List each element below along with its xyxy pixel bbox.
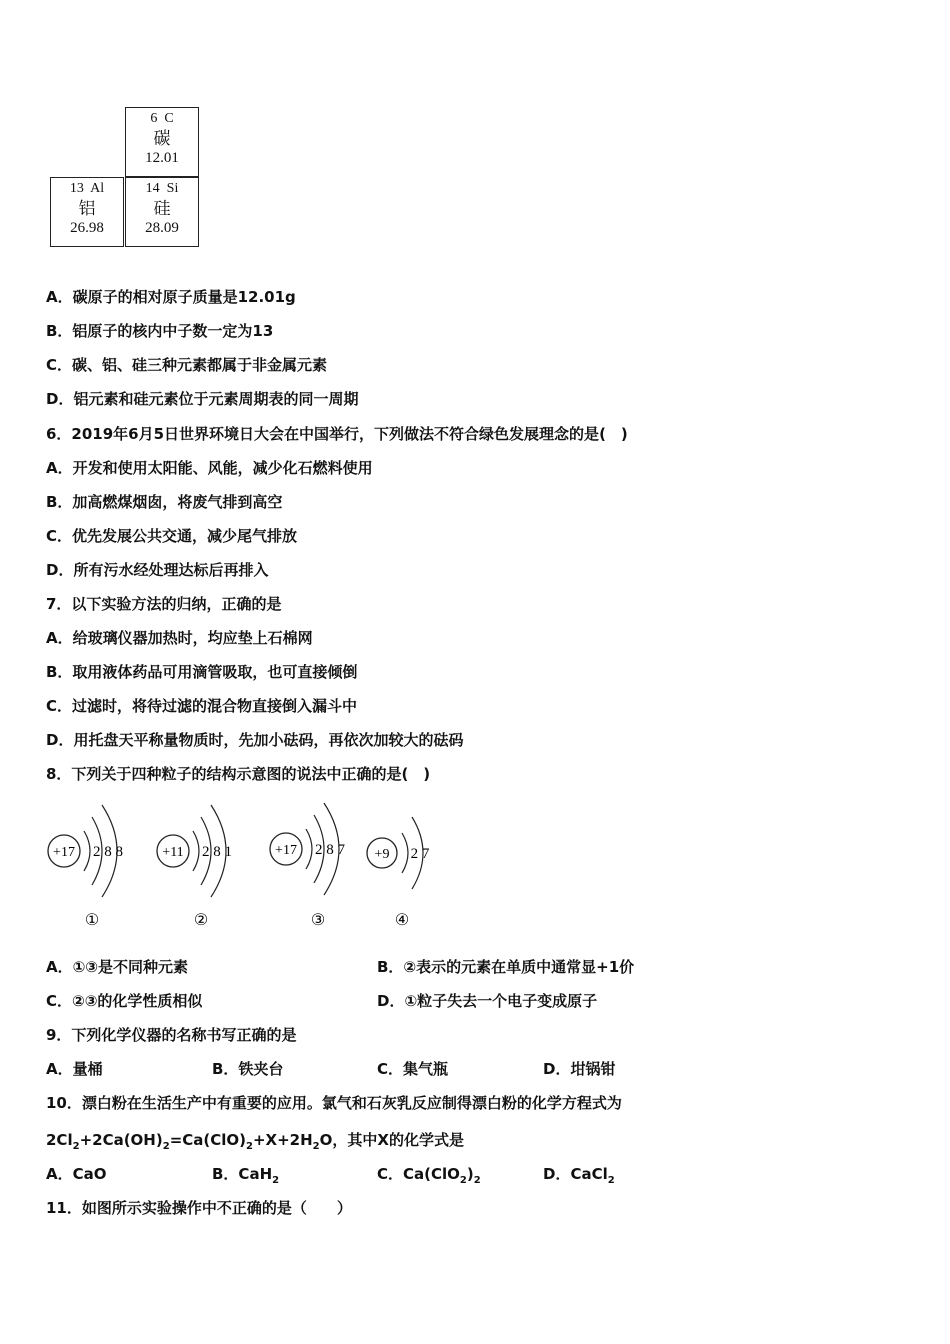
atom-diagram-2 (157, 805, 232, 929)
atom-2-nucleus: +11 (162, 845, 184, 860)
atom-structure-diagrams (40, 795, 460, 935)
aluminum-name: 铝 (78, 198, 96, 218)
q10-option-b: B．CaH$_2$ (212, 1165, 280, 1186)
q6-stem: 6．2019年6月5日世界环境日大会在中国举行，下列做法不符合绿色发展理念的是( ) (46, 425, 628, 443)
atom-3-shells: 2 8 7 (315, 842, 345, 858)
q10-option-c: C．$Ca(ClO_2)_2$ (377, 1165, 481, 1186)
q11-stem: 11．如图所示实验操作中不正确的是（ ） (46, 1199, 352, 1217)
silicon-mass: 28.09 (145, 219, 179, 236)
atom-3-nucleus: +17 (275, 843, 297, 858)
periodic-table-fragment (50, 107, 202, 251)
q6-option-c: C．优先发展公共交通，减少尾气排放 (46, 527, 298, 545)
atom-4-label: ④ (394, 912, 410, 929)
q9-stem: 9．下列化学仪器的名称书写正确的是 (46, 1026, 297, 1044)
element-cell-silicon (125, 177, 199, 247)
atom-1-shells: 2 8 8 (93, 844, 123, 860)
q10-option-d: D．CaCl$_2$ (543, 1165, 615, 1186)
q8-stem: 8．下列关于四种粒子的结构示意图的说法中正确的是( ) (46, 765, 431, 783)
q8-option-d: D．①粒子失去一个电子变成原子 (377, 992, 598, 1010)
atom-1-nucleus: +17 (53, 845, 75, 860)
atom-4-shells: 2 7 (410, 846, 430, 862)
q9-option-d: D．坩锅钳 (543, 1060, 616, 1078)
carbon-name: 碳 (153, 128, 171, 148)
q5-option-a: A．碳原子的相对原子质量是12.01g (46, 288, 296, 306)
atom-2-label: ② (193, 912, 209, 929)
q7-option-a: A．给玻璃仪器加热时，均应垫上石棉网 (46, 629, 313, 647)
q10-equation-tail: ，其中X的化学式是 (332, 1131, 464, 1149)
carbon-mass: 12.01 (145, 149, 179, 166)
atom-diagram-4 (367, 817, 430, 929)
atom-2-shells: 2 8 1 (202, 844, 232, 860)
silicon-name: 硅 (153, 198, 171, 218)
aluminum-number-symbol: 13 Al (69, 181, 105, 196)
q7-option-b: B．取用液体药品可用滴管吸取，也可直接倾倒 (46, 663, 358, 681)
atom-diagrams-svg (40, 795, 460, 935)
q5-option-c: C．碳、铝、硅三种元素都属于非金属元素 (46, 356, 328, 374)
q9-option-a: A．量桶 (46, 1060, 103, 1078)
q10-equation: $2Cl_2+2Ca(OH)_2=Ca(ClO)_2+X+2H_2O$，其中X的化学式是 (46, 1131, 464, 1152)
carbon-number-symbol: 6 C (150, 111, 174, 126)
q10-option-a: A．CaO (46, 1165, 107, 1183)
silicon-number-symbol: 14 Si (145, 181, 179, 196)
q9-option-b: B．铁夹台 (212, 1060, 284, 1078)
q6-option-a: A．开发和使用太阳能、风能，减少化石燃料使用 (46, 459, 373, 477)
q5-option-d: D．铝元素和硅元素位于元素周期表的同一周期 (46, 390, 359, 408)
q9-option-c: C．集气瓶 (377, 1060, 449, 1078)
q5-option-b: B．铝原子的核内中子数一定为13 (46, 322, 274, 340)
q7-stem: 7．以下实验方法的归纳，正确的是 (46, 595, 282, 613)
q8-option-c: C．②③的化学性质相似 (46, 992, 203, 1010)
q8-option-b: B．②表示的元素在单质中通常显+1价 (377, 958, 635, 976)
atom-diagram-3 (270, 803, 346, 929)
atom-3-label: ③ (310, 912, 326, 929)
atom-1-label: ① (84, 912, 100, 929)
q7-option-d: D．用托盘天平称量物质时，先加小砝码，再依次加较大的砝码 (46, 731, 464, 749)
q6-option-d: D．所有污水经处理达标后再排入 (46, 561, 269, 579)
aluminum-mass: 26.98 (70, 219, 104, 236)
q10-stem: 10．漂白粉在生活生产中有重要的应用。氯气和石灰乳反应制得漂白粉的化学方程式为 (46, 1094, 622, 1112)
element-cell-carbon (125, 107, 199, 177)
q8-option-a: A．①③是不同种元素 (46, 958, 189, 976)
atom-4-nucleus: +9 (374, 847, 390, 862)
atom-diagram-1 (48, 805, 123, 929)
element-cell-aluminum (50, 177, 124, 247)
q7-option-c: C．过滤时，将待过滤的混合物直接倒入漏斗中 (46, 697, 358, 715)
q6-option-b: B．加高燃煤烟囱，将废气排到高空 (46, 493, 283, 511)
